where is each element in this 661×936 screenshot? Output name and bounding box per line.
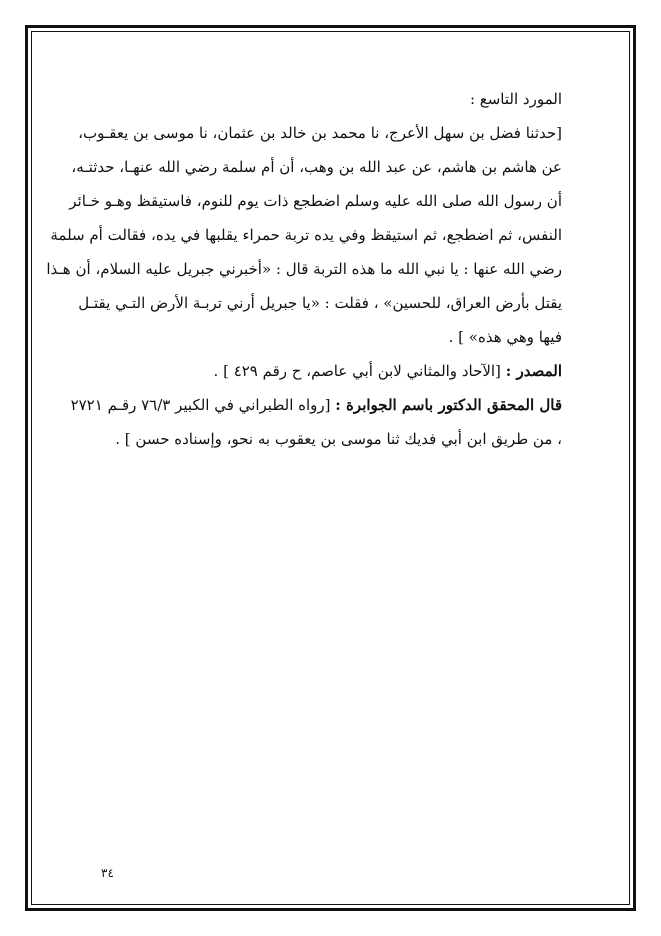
investigator-label: قال المحقق الدكتور باسم الجوابرة : — [335, 396, 562, 414]
section-heading: المورد التاسع : — [469, 90, 562, 108]
hadith-line-7: فيها وهي هذه» ] . — [448, 328, 562, 346]
hadith-line-2: عن هاشم بن هاشم، عن عبد الله بن وهب، أن أم سلمة رضي الله عنهـا، حدثتـه، — [71, 158, 562, 176]
hadith-line-1: [حدثنا فضل بن سهل الأعرج، نا محمد بن خالد بن عثمان، نا موسى بن يعقـوب، — [78, 124, 562, 142]
investigator-line-1 — [70, 388, 562, 422]
hadith-line-6: يقتل بأرض العراق، للحسين» ، فقلت : «يا جبريل أرني تربـة الأرض التـي يقتـل — [78, 294, 562, 312]
investigator-text-1: [رواه الطبراني في الكبير ٧٦/٣ رقـم ٢٧٢١ — [70, 396, 331, 414]
hadith-line-5: رضي الله عنها : يا نبي الله ما هذه التربة قال : «أخبرني جبريل عليه السلام، أن هـذا — [46, 260, 562, 278]
hadith-line-4: النفس، ثم اضطجع، ثم استيقظ وفي يده تربة حمراء يقلبها في يده، فقالت أم سلمة — [50, 226, 562, 244]
source-text: [الآحاد والمثاني لابن أبي عاصم، ح رقم ٤٢٩ ] . — [213, 362, 501, 380]
page-content — [46, 82, 562, 456]
source-line — [101, 354, 562, 388]
hadith-line-3: أن رسول الله صلى الله عليه وسلم اضطجع ذات يوم للنوم، فاستيقظ وهـو خـائر — [69, 192, 562, 210]
page-number: ٣٤ — [101, 866, 114, 880]
investigator-line-2: ، من طريق ابن أبي فديك ثنا موسى بن يعقوب به نحو، وإسناده حسن ] . — [115, 430, 562, 448]
source-label: المصدر : — [505, 362, 562, 380]
